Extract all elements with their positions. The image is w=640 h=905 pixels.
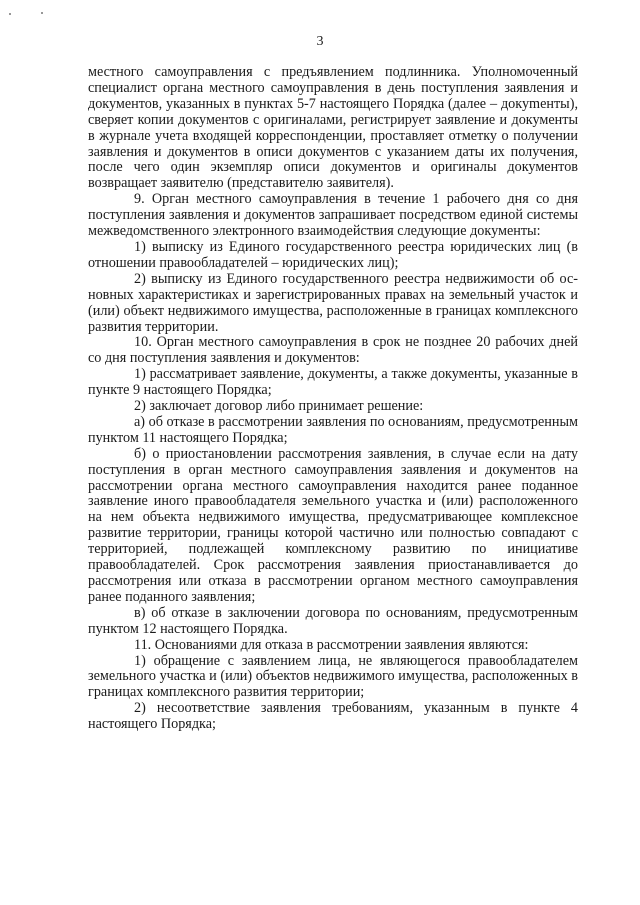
page-number: 3	[316, 34, 324, 49]
paragraph-10-item-2a: а) об отказе в рассмотрении заявления по основаниям, предусмотренным пунктом 11 настоящего Порядка;	[88, 413, 578, 446]
scan-speck-1	[9, 13, 11, 15]
paragraph-9-item-1: 1) выписку из Единого государственного реестра юридических лиц (в отношении правообладателей – юридических лиц);	[88, 238, 578, 271]
paragraph-10-item-2b: б) о приостановлении рассмотрения заявления, в случае если на дату поступления в орган местного самоуправления заявления и документов на рассмотрении органа местного самоуправления находится ранее поданное заявление иного правообладателя земельного участка и (или) расположенного на нем объекта недвижимого имущества, предусматривающее комплексное развитие территории, границы которой частично или полностью совпадают с территорией, подлежащей комплексному развитию по инициативе правообладателей. Срок рассмотрения заявления приостанавливается до рассмотрения или отказа в рассмотрении органом местного самоуправления ранее поданного заявления;	[88, 445, 578, 605]
paragraph-10-item-2: 2) заключает договор либо принимает решение:	[134, 398, 424, 415]
paragraph-10-item-1: 1) рассматривает заявление, документы, а также документы, указанные в пункте 9 настоящего Порядка;	[88, 366, 578, 399]
paragraph-11-item-1: 1) обращение с заявлением лица, не являющегося правообладателем земельного участка и (или) объектов недвижимого имущества, расположенных в границах комплексного развития территории;	[88, 652, 578, 701]
paragraph-9: 9. Орган местного самоуправления в течение 1 рабочего дня со дня поступления заявления и документов запрашивает посредством единой системы межведомственного электронного взаимодействия следующие документы:	[88, 191, 578, 240]
paragraph-11-item-2: 2) несоответствие заявления требованиям, указанным в пункте 4 настоящего Порядка;	[88, 700, 578, 733]
document-body	[88, 65, 578, 733]
paragraph-10-item-2v: в) об отказе в заключении договора по основаниям, предусмотренным пунктом 12 настоящего Порядка.	[88, 604, 578, 637]
paragraph-11: 11. Основаниями для отказа в рассмотрении заявления являются:	[134, 636, 529, 653]
paragraph-10: 10. Орган местного самоуправления в срок не позднее 20 рабочих дней со дня поступления заявления и документов:	[88, 334, 578, 367]
paragraph-9-item-2: 2) выписку из Единого государственного реестра недвижимости об основных характеристиках и зарегистрированных правах на земельный участок и (или) объект недвижимого имущества, расположенные в границах комплексного развития территории.	[88, 270, 578, 335]
paragraph-8-continuation: местного самоуправления с предъявлением подлинника. Уполномоченный специалист органа местного самоуправления в день поступления заявления и документов, указанных в пунктах 5-7 настоящего Порядка (далее – докуmенты), сверяет копии документов с оригиналами, регистрирует заявление и документы в журнале учета входящей корреспонденции, проставляет отметку о получении заявления и документов в описи документов с указанием даты их получения, после чего один экземпляр описи документов и оригиналы документов возвращает заявителю (представителю заявителя).	[88, 64, 578, 192]
scan-speck-2	[41, 12, 43, 14]
